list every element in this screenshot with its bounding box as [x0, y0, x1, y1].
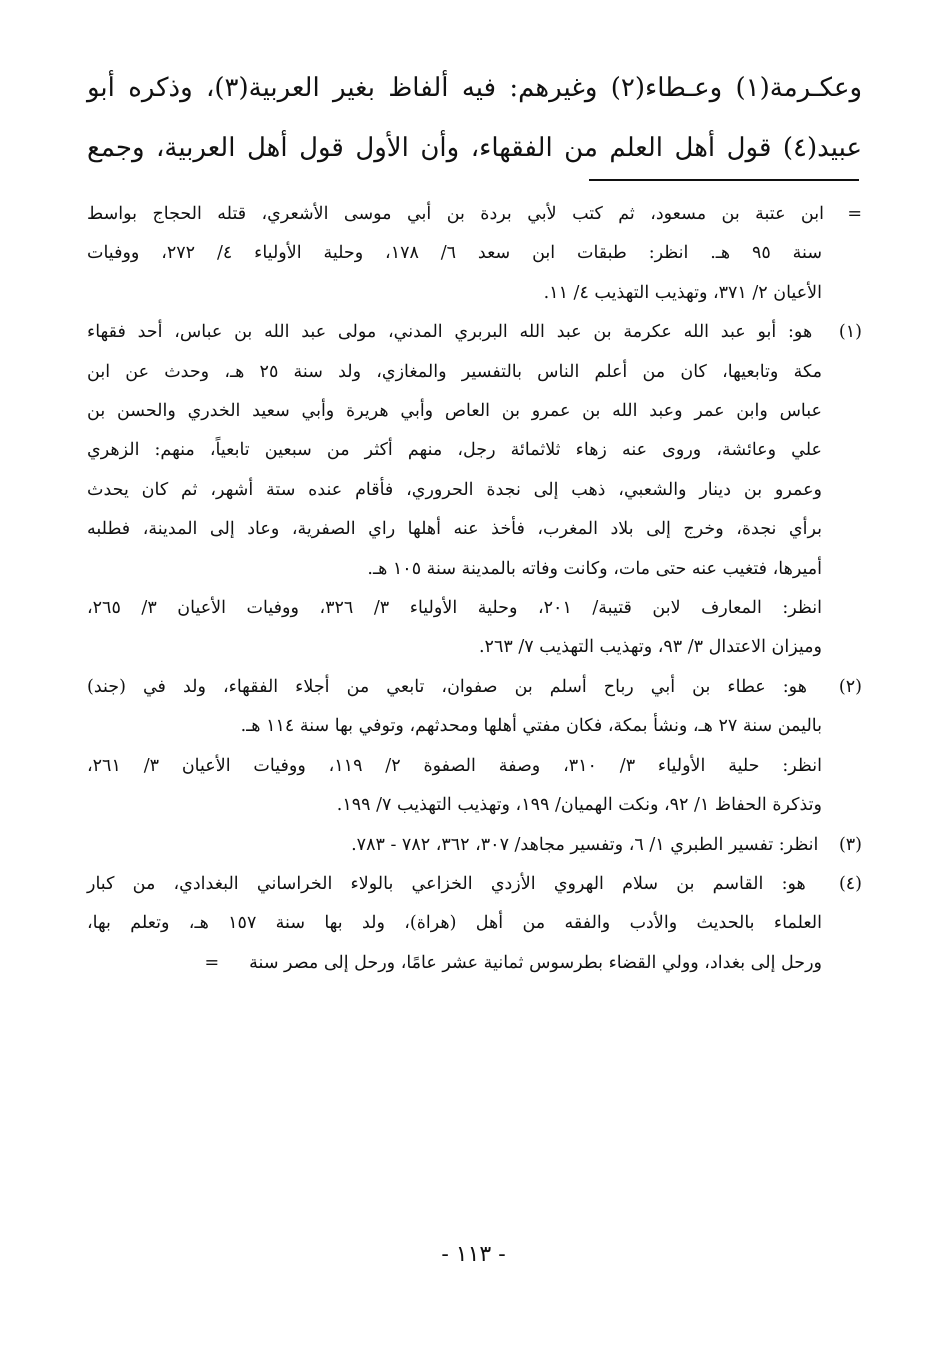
footnote-line: ابن عتبة بن مسعود، ثم كتب لأبي بردة بن أبي موسى الأشعري، قتله الحجاج بواسط: [87, 204, 824, 224]
footnote-line: هو: القاسم بن سلام الهروي الأزدي الخزاعي بالولاء الخراساني البغدادي، من كبار: [87, 873, 806, 894]
footnote-line: سنة ٩٥ هـ. انظر: طبقات ابن سعد ٦/ ١٧٨، وحلية الأولياء ٤/ ٢٧٢، ووفيات: [87, 243, 822, 264]
footnote-marker: (٢): [838, 676, 862, 697]
footnote-line: انظر: حلية الأولياء ٣/ ٣١٠، وصفة الصفوة ٢/ ١١٩، ووفيات الأعيان ٣/ ٢٦١،: [87, 755, 822, 776]
footnote-continuation: [87, 195, 862, 313]
main-text-line: وعكـرمة(١) وعـطاء(٢) وغيرهم: فيه ألفاظ بغير العربية(٣)، وذكره أبو: [87, 73, 863, 103]
footnote-1: [87, 313, 862, 668]
footnote-line: هو: أبو عبد الله عكرمة بن عبد الله البربري المدني، مولى عبد الله بن عباس، أحد فقهاء: [87, 322, 813, 343]
footnote-marker: (١): [838, 322, 862, 343]
footnote-line: باليمن سنة ٢٧ هـ، ونشأ بمكة، فكان مفتي أهلها ومحدثهم، وتوفي بها سنة ١١٤ هـ.: [240, 716, 822, 737]
footnote-line: وعمرو بن دينار والشعبي، ذهب إلى نجدة الحروري، فأقام عنده ستة أشهر، ثم كان يحدث: [87, 479, 822, 500]
main-text: [87, 58, 862, 178]
footnote-line: الأعيان ٢/ ٣٧١، وتهذيب التهذيب ٤/ ١١.: [543, 282, 822, 303]
footnote-line: انظر: المعارف لابن قتيبة/ ٢٠١، وحلية الأولياء ٣/ ٣٢٦، ووفيات الأعيان ٣/ ٢٦٥،: [87, 598, 823, 619]
footnote-marker: (٤): [838, 873, 862, 894]
footnote-line: ورحل إلى بغداد، وولي القضاء بطرسوس ثمانية عشر عامًا، ورحل إلى مصر سنة: [249, 952, 822, 973]
footnote-line: وتذكرة الحفاظ ١/ ٩٢، ونكت الهميان/ ١٩٩، وتهذيب التهذيب ٧/ ١٩٩.: [336, 795, 822, 816]
continuation-marker: =: [847, 204, 862, 224]
main-text-line: عبيد(٤) قول أهل العلم من الفقهاء، وأن الأول قول أهل العربية، وجمع: [87, 133, 862, 163]
footnote-line: وميزان الاعتدال ٣/ ٩٣، وتهذيب التهذيب ٧/ ٢٦٣.: [478, 637, 822, 658]
footnote-line: هو: عطاء بن أبي رباح أسلم بن صفوان، تابعي من أجلاء الفقهاء، ولد في (جند): [87, 676, 807, 697]
footnote-separator: [589, 179, 859, 181]
footnote-marker: (٣): [838, 834, 862, 855]
footnotes: [87, 195, 862, 983]
page-number: - ١١٣ -: [441, 1242, 506, 1267]
footnote-3: [87, 826, 862, 865]
footnote-line: مكة وتابعيها، كان من أعلم الناس بالتفسير والمغازي، ولد سنة ٢٥ هـ، وحدث عن ابن: [87, 361, 822, 382]
footnote-line: العلماء بالحديث والأدب والفقه من أهل (هراة)، ولد بها سنة ١٥٧ هـ، وتعلم بها،: [87, 913, 822, 934]
footnote-2: [87, 668, 862, 826]
footnote-line: أميرها، فتغيب عنه حتى مات، وكانت وفاته بالمدينة سنة ١٠٥ هـ.: [367, 558, 822, 579]
continuation-marker: =: [204, 952, 220, 973]
footnote-line: برأي نجدة، وخرج إلى بلاد المغرب، فأخذ عنه أهلها راي الصفرية، وعاد إلى المدينة، فطلبه: [87, 519, 822, 540]
footnote-line: علي وعائشة، وروى عنه زهاء ثلاثمائة رجل، منهم أكثر من سبعين تابعياً، منهم: الزهري: [87, 440, 822, 461]
footnote-4: [87, 865, 862, 983]
footnote-line: عباس وابن عمر وعبد الله بن عمرو بن العاص وأبي هريرة وأبي سعيد الخدري والحسن بن: [87, 401, 822, 422]
footnote-line: انظر: تفسير الطبري ١/ ٦، وتفسير مجاهد/ ٣٠٧، ٣٦٢، ٧٨٢ - ٧٨٣.: [351, 834, 819, 855]
